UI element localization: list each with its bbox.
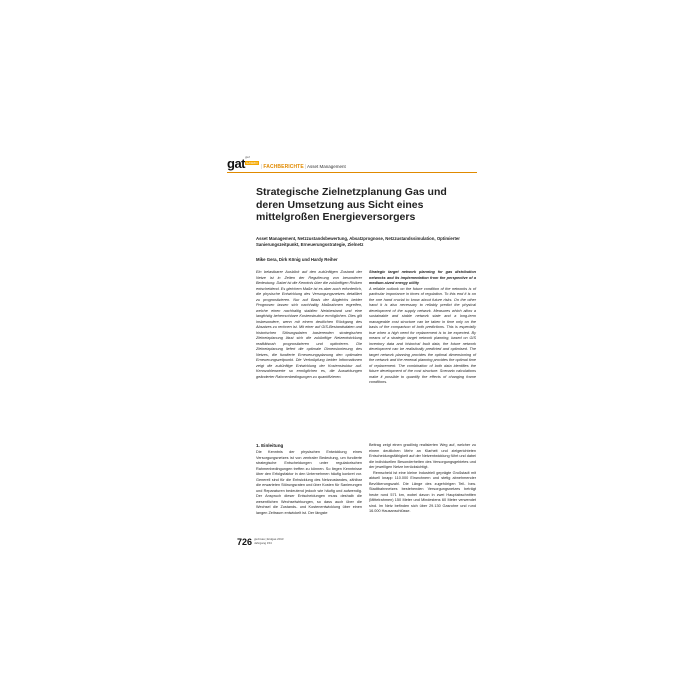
logo-subtitle-bottom: GASRIO: [246, 161, 258, 165]
abstract-german-text: Ein belastbarer Ausblick auf den zukünftigen Zustand der Netze ist in Zeiten der Regulierung von besonderer Bedeutung. Dabei ist die Kenntnis über die zukünftigen Risiken entscheidend. Es gleichem Maße ist es aber auch erforderlich, die physische Entwicklung des Versorgungsnetzes detailliert zu prognostizieren. Nur auf Basis der Abgleichs beider Prognosen lassen sich nachhaltig Maßnahmen ergreifen, welche einen nachhaltig stabilen Netzbestand und eine langfristig beherrschbare Kostenstruktur ermöglichen. Dies gilt insbesondere, wenn mit einem deutlichen Rückgang des Absatzes zu rechnen ist. Mit einer auf GIS-Bestandsdaten und historischen Störungsdaten basierenden strategischen Zielnetzplanung lässt sich die zukünftige Netzentwicklung realitätsnah prognostizieren und optimieren. Die Zielnetzplanung liefert die optimale Dimensionierung des Netzes, die fundierte Erneuerungsplanung den optimalen Erneuerungszeitpunkt. Die Verknüpfung beider Informationen zeigt die zukünftige Entwicklung der Kostenstruktur auf. Kennzahlenwerte so ermöglichen es, die Auswirkungen geänderter Rahmenbedingungen zu quantifizieren.: [256, 270, 362, 379]
header-rule: [227, 172, 477, 173]
journal-logo: gat: [227, 156, 245, 171]
section-label: |FACHBERICHTE|: [261, 164, 307, 170]
body-column-left: [256, 450, 362, 516]
body-right-paragraph-1: Beitrag zeigt einen gradlinig realisierten Weg auf, welcher zu einem deutlichen Mehr an Klarheit und zielgerichteten Entscheidungsfähigkeit auf der Netzentwicklung führt und dabei die individuellen Besonderheiten des Versorgungsgebietes und der jeweiligen Netze berücksichtigt.: [369, 443, 477, 469]
authors: Mike Gera, Dirk König und Hardy Reiher: [256, 257, 338, 262]
abstract-english-title: Strategic target network planning for gas distribution networks and its implementation from the perspective of a medium-sized energy utility: [369, 270, 476, 285]
page-header: [227, 156, 477, 172]
section-heading: 1. Einleitung: [256, 443, 284, 448]
keywords: Asset Management, Netzzustandsbewertung, Absatzprognose, Netzzustandssimulation, Optimierter Sanierungszeitpunkt, Erneuerungsstrategie, Zielnetz: [256, 236, 460, 248]
footer-meta: [254, 538, 284, 546]
body-column-right: [369, 443, 476, 515]
footer-meta-line-1: gwf-Gas | Erdgas 2013: [254, 537, 284, 541]
article-title: Strategische Zielnetzplanung Gas und deren Umsetzung aus Sicht eines mittelgroßen Energieversorgers: [256, 186, 447, 223]
footer-meta-line-2: Jahrgang 154: [254, 540, 272, 545]
body-left-text: Die Kenntnis der physischen Entwicklung eines Versorgungsnetzes ist von zentraler Bedeutung, um fundierte strategische Entscheidungen unter regulatorischen Rahmenbedingungen treffen zu können. So liegen Kenntnisse über den Erfolgsfaktor in den Unternehmen häufig konkret vor. Generell sind für die Entwicklung des Netzzustandes, zählbar die erwarteten Störungsraten und über Kosten für Sanierungen und Reparaturen bedeutend jedoch wie häufig und aufwendig. Der Anspruch dieser Entscheidungen muss deshalb die wesentlichen Wechselwirkungen, so dass auch über die Wechsel die Zustands- und Kostenentwicklung über einen langen Zeitraum entwickelt ist. Der längste: [256, 450, 362, 515]
topic-label: Asset Management: [307, 164, 346, 169]
page-number: 726: [237, 537, 253, 547]
logo-subtitle-top: gwf: [245, 155, 250, 159]
abstract-english: [369, 270, 476, 386]
abstract-german: [256, 270, 362, 380]
body-right-paragraph-2: Remscheid ist eine kleine Industriell geprägte Großstadt mit aktuell knapp 110.000 Einwohnern und stetig abnehmender Bevölkerungszahl. Die Länge des zugehörigen Teil- bzw. Stadtbahnnetzes bestehenden Versorgungsnetzes beträgt heute rund 571 km, wobei davon in zwei Hauptabschnitten (Mittelrahmen) 150 Meter und Mindestens 60 Meter verwendet sind. Im Netz befinden sich über 29.130 Gasrohre und rund 16.000 Hausanschlüsse.: [369, 470, 476, 513]
abstract-english-text: A reliable outlook on the future condition of the networks is of particular importance in times of regulation. To this end it is on the one hand crucial to know about future risks. On the other hand it is also necessary to reliably predict the physical development of the supply network. Measures which allow a sustainable and stable network state and a long-term manageable cost structure can be taken in time only on the basis of the comparison of both predictions. This is especially true when a high need for replacement is to be expected. By means of a strategic target network planning, based on GIS inventory data and historical fault data, the future network development can be realistically predicted and optimised. The target network planning provides the optimal dimensioning of the network and the renewal planning provides the optimal time of replacement. The combination of both data identifies the future development of the cost structure. Scenario calculations make it possible to quantify the effects of changing frame conditions.: [369, 286, 476, 384]
journal-page: [227, 153, 477, 553]
